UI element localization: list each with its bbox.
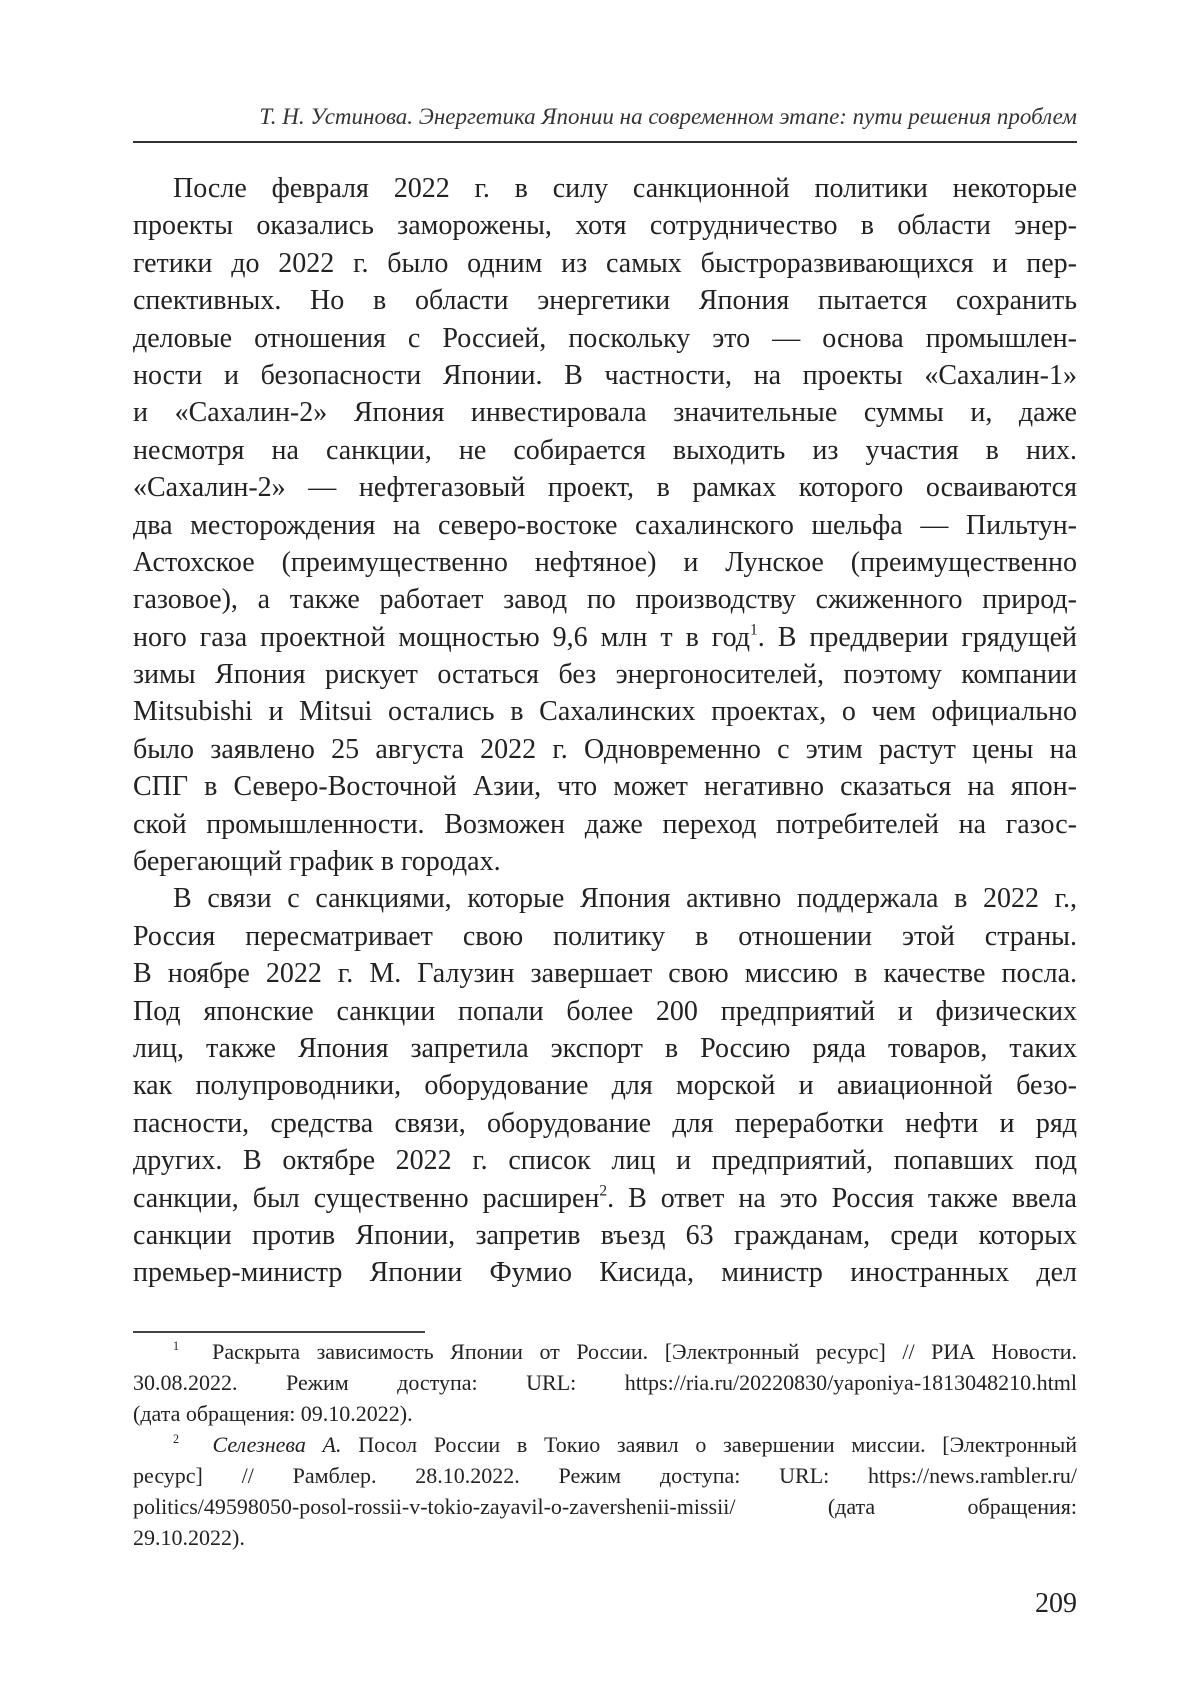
footnote-ref-1[interactable]: 1 [750,621,758,639]
text-segment: . В ответ на это Россия также ввела [607,1182,1077,1214]
footnote-line: (дата обращения: 09.10.2022). [133,1401,413,1426]
text-line: как полупроводники, оборудование для морской и авиационной безо- [133,1070,1077,1102]
text-line: проекты оказались заморожены, хотя сотрудничество в области энер- [133,210,1077,242]
text-line: было заявлено 25 августа 2022 г. Одновременно с этим растут цены на [133,733,1077,765]
footnote-1 [133,1336,1077,1367]
footnote-2 [133,1429,1077,1460]
body-text [133,170,1077,1292]
text-line: В ноябре 2022 г. М. Галузин завершает свою миссию в качестве посла. [133,958,1077,990]
footnote-line: 29.10.2022). [133,1525,245,1550]
text-line: газовое), а также работает завод по производству сжиженного природ- [133,584,1077,616]
text-segment: санкции, был существенно расширен [133,1182,600,1214]
text-line: Под японские санкции попали более 200 предприятий и физических [133,995,1077,1027]
footnote-ref-2[interactable]: 2 [599,1182,608,1199]
text-line: ской промышленности. Возможен даже переход потребителей на газос- [133,808,1077,840]
text-line: ности и безопасности Японии. В частности, на проекты «Сахалин-1» [133,359,1077,391]
footnote-line: politics/49598050-posol-rossii-v-tokio-zayavil-o-zavershenii-missii/ (дата обращения: [133,1494,1077,1519]
text-line: берегающий график в городах. [133,846,501,878]
text-line: пасности, средства связи, оборудование для переработки нефти и ряд [133,1107,1077,1139]
text-line: Россия пересматривает свою политику в отношении этой страны. [133,920,1077,952]
text-line: гетики до 2022 г. было одним из самых быстроразвивающихся и пер- [133,247,1077,279]
text-line: «Сахалин-2» — нефтегазовый проект, в рамках которого осваиваются [133,472,1077,504]
text-line: несмотря на санкции, не собирается выходить из участия в них. [133,434,1077,466]
text-segment: ного газа проектной мощностью 9,6 млн т в год [133,621,751,653]
text-line: зимы Япония рискует остаться без энергоносителей, поэтому компании [133,659,1077,691]
footnote-text: Посол России в Токио заявил о завершении миссии. [Электронный [341,1432,1077,1457]
text-line: премьер-министр Японии Фумио Кисида, министр иностранных дел [133,1257,1077,1289]
footnote-author: Селезнева А. [212,1432,342,1457]
header-divider [133,141,1077,143]
footnotes [133,1336,1077,1553]
text-line [133,619,1077,656]
footnote-divider [133,1331,425,1333]
text-line: Mitsubishi и Mitsui остались в Сахалинских проектах, о чем официально [133,696,1077,728]
text-line: других. В октябре 2022 г. список лиц и предприятий, попавших под [133,1145,1077,1177]
text-segment: . В преддверии грядущей [757,621,1077,653]
text-line: и «Сахалин-2» Япония инвестировала значительные суммы и, даже [133,397,1077,429]
text-line: деловые отношения с Россией, поскольку это — основа промышлен- [133,322,1077,354]
text-line: В связи с санкциями, которые Япония активно поддержала в 2022 г., [173,883,1077,915]
footnote-line: 30.08.2022. Режим доступа: URL: https://ria.ru/20220830/yaponiya-1813048210.html [133,1370,1077,1395]
text-line: санкции против Японии, запретив въезд 63 гражданам, среди которых [133,1219,1077,1251]
page-number: 209 [1035,1588,1077,1619]
text-line: После февраля 2022 г. в силу санкционной политики некоторые [173,173,1077,204]
footnote-number: 2 [173,1431,180,1446]
text-line: два месторождения на северо-востоке сахалинского шельфа — Пильтун- [133,509,1077,541]
text-line: СПГ в Северо-Восточной Азии, что может негативно сказаться на япон- [133,771,1077,803]
footnote-number: 1 [173,1338,180,1353]
running-header: Т. Н. Устинова. Энергетика Японии на современном этапе: пути решения проблем [259,104,1077,129]
text-line: спективных. Но в области энергетики Япония пытается сохранить [133,285,1077,317]
footnote-line: ресурс] // Рамблер. 28.10.2022. Режим доступа: URL: https://news.rambler.ru/ [133,1463,1077,1488]
text-line [133,1180,1077,1217]
text-line: Астохское (преимущественно нефтяное) и Лунское (преимущественно [133,546,1077,578]
text-line: лиц, также Япония запретила экспорт в Россию ряда товаров, таких [133,1032,1077,1064]
footnote-text: Раскрыта зависимость Японии от России. [Электронный ресурс] // РИА Новости. [212,1339,1077,1364]
